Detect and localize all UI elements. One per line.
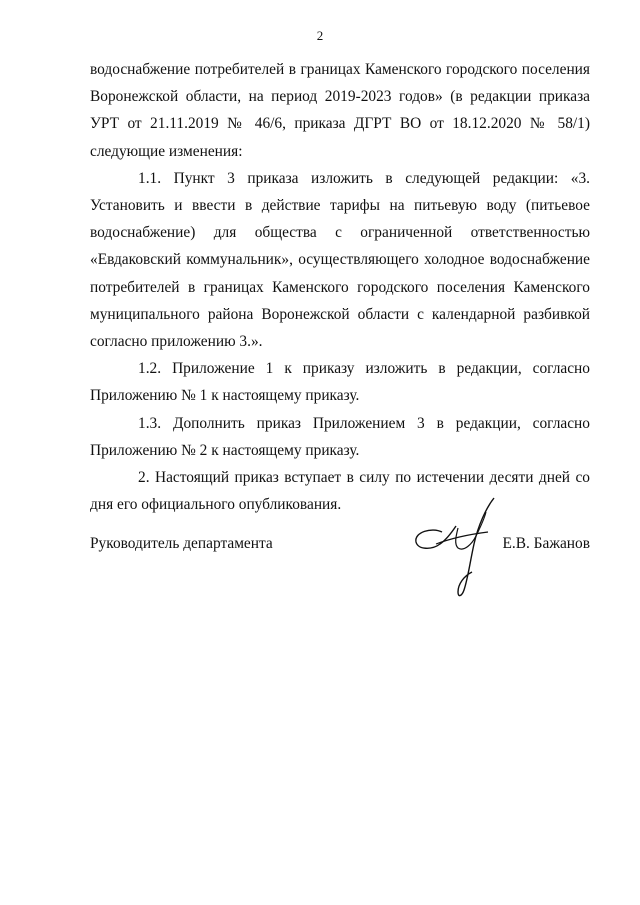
signatory-title: Руководитель департамента: [90, 535, 273, 552]
document-body: [90, 56, 590, 518]
handwritten-signature: [402, 492, 512, 602]
paragraph-item-1-3: 1.3. Дополнить приказ Приложением 3 в редакции, согласно Приложению № 2 к настоящему приказу.: [90, 414, 590, 459]
paragraph-continuation: водоснабжение потребителей в границах Каменского городского поселения Воронежской области, на период 2019-2023 годов» (в редакции приказа УРТ от 21.11.2019 № 46/6, приказа ДГРТ ВО от 18.12.2020 № 58/1) следующие изменения:: [90, 61, 590, 160]
page-number: 2: [316, 28, 324, 43]
paragraph-item-1-1: 1.1. Пункт 3 приказа изложить в следующей редакции: «3. Установить и ввести в действие тарифы на питьевую воду (питьевое водоснабжение) для общества с ограниченной ответственностью «Евдаковский коммунальник», осуществляющего холодное водоснабжение потребителей в границах Каменского городского поселения Каменского муниципального района Воронежской области с календарной разбивкой согласно приложению 3.».: [90, 169, 590, 351]
signatory-name: Е.В. Бажанов: [502, 535, 590, 552]
paragraph-item-1-2: 1.2. Приложение 1 к приказу изложить в редакции, согласно Приложению № 1 к настоящему приказу.: [90, 360, 590, 405]
paragraph-item-2: 2. Настоящий приказ вступает в силу по истечении десяти дней со дня его официального опубликования.: [90, 469, 590, 514]
